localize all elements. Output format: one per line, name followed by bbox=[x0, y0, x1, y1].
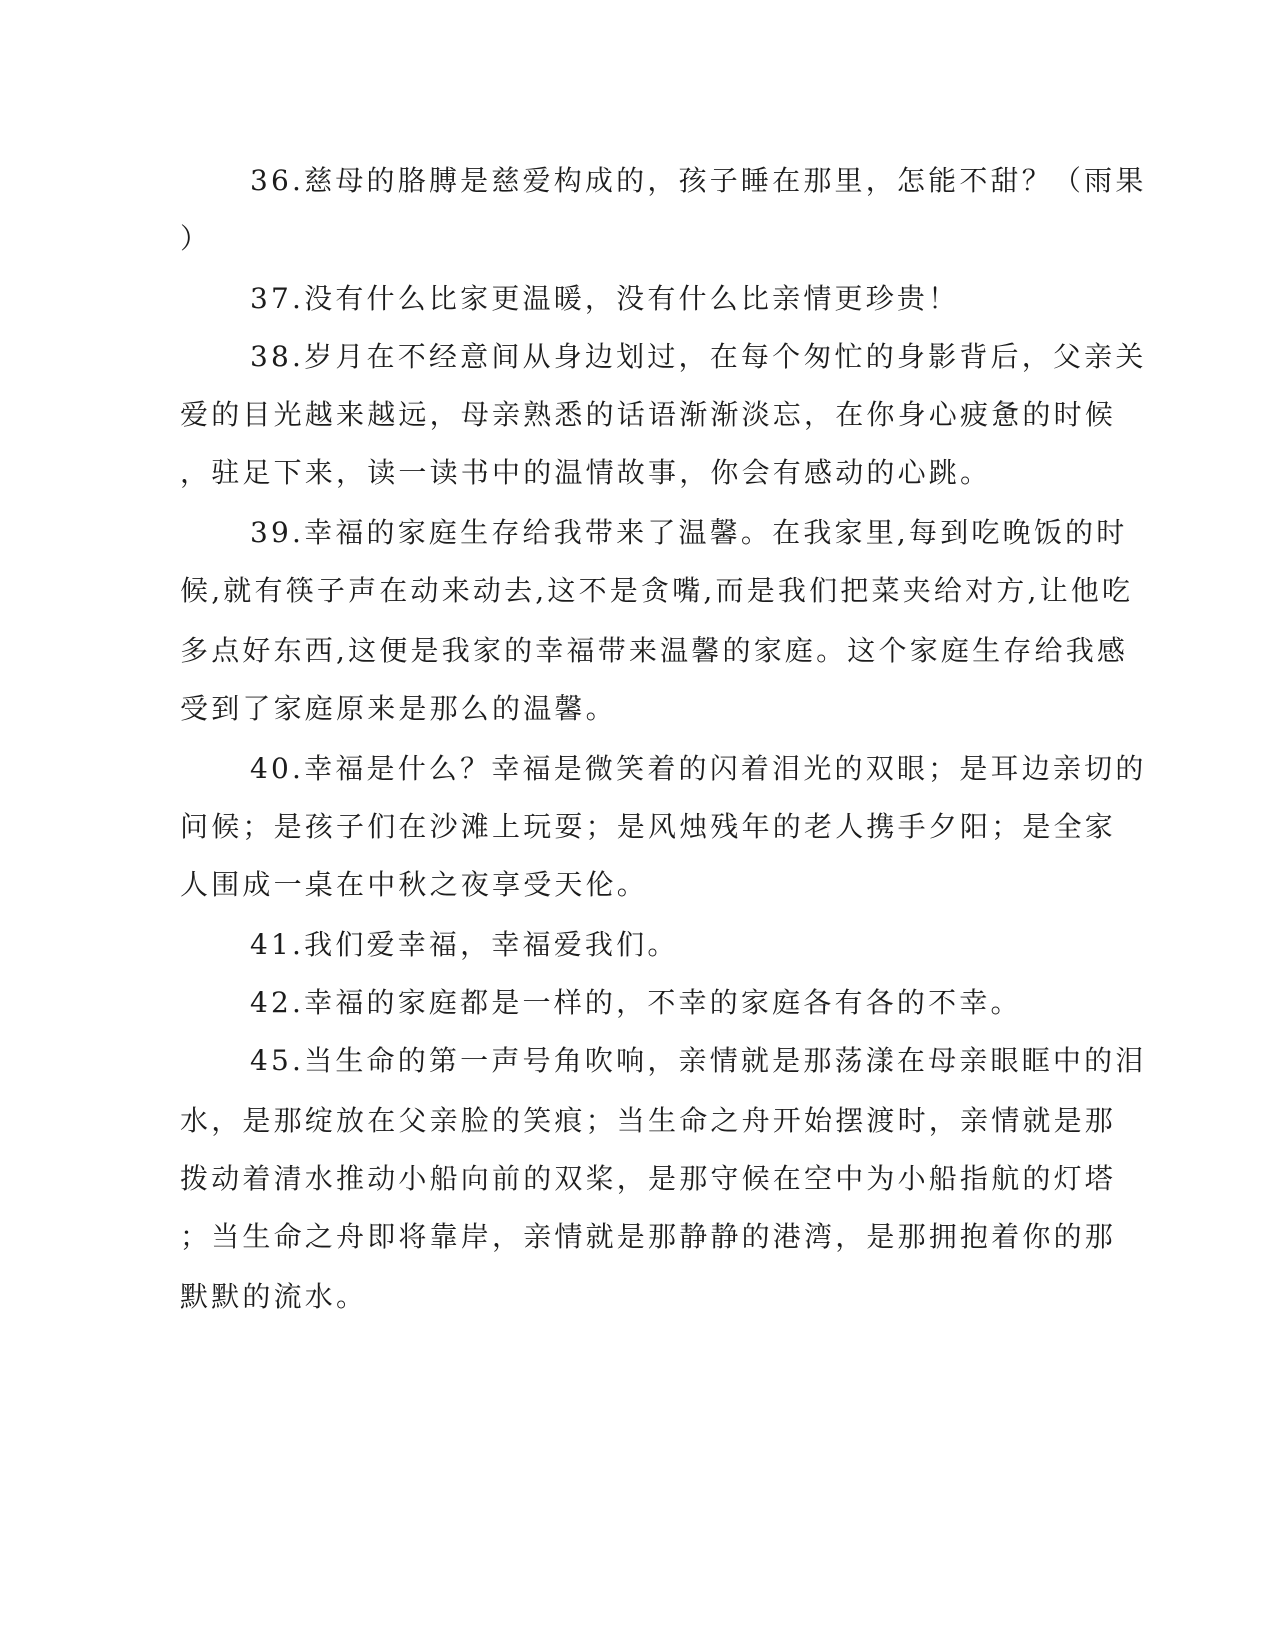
text-line: 受到了家庭原来是那么的温馨。 bbox=[180, 692, 617, 725]
text-line: 爱的目光越来越远，母亲熟悉的话语渐渐淡忘，在你身心疲惫的时候 bbox=[180, 398, 1117, 431]
text-line: 水，是那绽放在父亲脸的笑痕；当生命之舟开始摆渡时，亲情就是那 bbox=[180, 1104, 1117, 1137]
text-line: 40.幸福是什么？幸福是微笑着的闪着泪光的双眼；是耳边亲切的 bbox=[250, 752, 1147, 785]
text-line: 问候；是孩子们在沙滩上玩耍；是风烛残年的老人携手夕阳；是全家 bbox=[180, 810, 1117, 843]
text-line: ；当生命之舟即将靠岸，亲情就是那静静的港湾，是那拥抱着你的那 bbox=[180, 1220, 1117, 1253]
text-line: 人围成一桌在中秋之夜享受天伦。 bbox=[180, 868, 649, 901]
text-line: 39.幸福的家庭生存给我带来了温馨。在我家里,每到吃晚饭的时 bbox=[250, 516, 1128, 549]
text-line: 多点好东西,这便是我家的幸福带来温馨的家庭。这个家庭生存给我感 bbox=[180, 634, 1129, 667]
text-line: 41.我们爱幸福，幸福爱我们。 bbox=[250, 928, 679, 961]
text-line: ，驻足下来，读一读书中的温情故事，你会有感动的心跳。 bbox=[180, 456, 992, 489]
text-line: ） bbox=[180, 222, 212, 255]
text-line: 42.幸福的家庭都是一样的，不幸的家庭各有各的不幸。 bbox=[250, 986, 1022, 1019]
text-line: 45.当生命的第一声号角吹响，亲情就是那荡漾在母亲眼眶中的泪 bbox=[250, 1044, 1147, 1077]
text-line: 36.慈母的胳膊是慈爱构成的，孩子睡在那里，怎能不甜？（雨果 bbox=[250, 164, 1147, 197]
text-line: 默默的流水。 bbox=[180, 1280, 368, 1313]
text-line: 38.岁月在不经意间从身边划过，在每个匆忙的身影背后，父亲关 bbox=[250, 340, 1147, 373]
text-line: 37.没有什么比家更温暖，没有什么比亲情更珍贵！ bbox=[250, 282, 960, 315]
text-line: 拨动着清水推动小船向前的双桨，是那守候在空中为小船指航的灯塔 bbox=[180, 1162, 1117, 1195]
text-line: 候,就有筷子声在动来动去,这不是贪嘴,而是我们把菜夹给对方,让他吃 bbox=[180, 574, 1134, 607]
